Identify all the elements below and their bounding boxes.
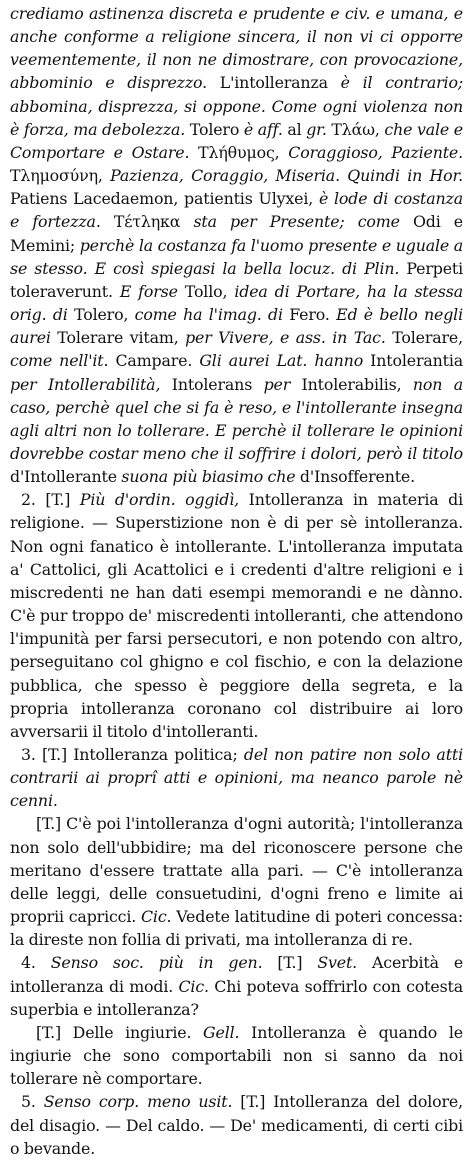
italic-text: gr. [306, 119, 327, 139]
sub-definition [10, 812, 463, 951]
italic-text: Gli aurei Lat. hanno [199, 351, 364, 371]
italic-text: Cic. [178, 976, 209, 996]
italic-text: Svet. [317, 953, 358, 973]
numbered-definition [10, 1090, 463, 1159]
italic-text: non a caso, perchè quel che si fa è reso, e l'intollerante insegna agli altri non lo tollerare. E perchè il tollerare le opinioni dovrebbe costar meno che il soffrire i dolori, però il titolo [10, 374, 463, 463]
roman-text: Intolleranza è quando le ingiurie che sono comportabili non si sanno da noi tollerare nè comportare. [10, 1022, 463, 1089]
numbered-definition [10, 488, 463, 743]
numbered-definition [10, 743, 463, 812]
italic-text: crediamo astinenza discreta e prudente e civ. e umana, e anche conforme a religione sincera, il non vi ci opporre veementemente, il non ne dimostrare, con provocazione, abbominio e disprezzo. [10, 4, 463, 93]
roman-text: Intolleranza in materia di religione. — Superstizione non è di per sè intolleranza. Non ogni fanatico è intollerante. L'intolleranza imputata a' Cattolici, gli Acattolici e i credenti d'altre religioni e i miscredenti ne han dati esempi memorandi e ne dànno. C'è pur troppo de' miscredenti intolleranti, che attendono l'impunità per farsi persecutori, e non potendo con altro, perseguitano col ghigno e col fischio, e con la delazione pubblica, che spesso è peggiore della segreta, e la propria intolleranza coronano col distribuire ai loro avversarii il titolo d'intolleranti. [10, 490, 463, 741]
roman-text: Chi poteva soffrirlo con cotesta superbia e intolleranza? [10, 976, 463, 1019]
italic-text: idea di Portare, ha la stessa orig. di [10, 281, 463, 325]
italic-text: per [263, 374, 291, 394]
italic-text: Pazienza, Coraggio, Miseria. Quindi in Hor. [110, 166, 463, 186]
numbered-definition [10, 951, 463, 1020]
roman-text: d'Intollerante [10, 467, 122, 487]
roman-text: d'Insofferente. [295, 467, 415, 487]
italic-text: Cic. [140, 907, 172, 927]
roman-text: al [282, 119, 307, 139]
italic-text: sta per Presente; come [193, 212, 400, 232]
roman-text: 3. [T.] Intolleranza politica; [21, 745, 244, 764]
roman-text: Perpeti toleraverunt. [10, 258, 464, 301]
roman-text: 5. [21, 1092, 44, 1112]
roman-text: Intolerans [160, 374, 264, 394]
roman-text: [T.] Intolleranza del dolore, del disagio. — Del caldo. — De' medicamenti, di certi cibi o bevande. [10, 1092, 463, 1158]
roman-text: 2. [T.] [21, 490, 80, 510]
italic-text: è aff. [243, 119, 283, 139]
italic-text: per Intollerabilità, [10, 374, 161, 394]
roman-text: Tolero, [67, 305, 135, 325]
roman-text: Τλάω, [326, 119, 385, 139]
roman-text: [T.] C'è poi l'intolleranza d'ogni autorità; l'intolleranza non solo dell'ubbidire; ma del riconoscere persone che meritano d'essere trattate alla pari. — C'è intolleranza delle leggi, delle consuetudini, d'ogni freno e limite ai proprii capricci. [10, 814, 463, 927]
roman-text: L'intolleranza [206, 73, 341, 93]
roman-text: 4. [21, 953, 51, 973]
italic-text: è lode di costanza e fortezza. [10, 189, 463, 232]
roman-text: Vedete latitudine di poteri concessa: la direste non follia di privati, ma intolleranza di re. [10, 907, 463, 950]
italic-text: come ha l'imag. di [134, 305, 283, 325]
roman-text: Acerbità e intolleranza di modi. [10, 953, 464, 996]
roman-text: Tollo, [177, 281, 235, 301]
italic-text: Senso soc. più in gen. [50, 953, 263, 973]
italic-text: come nell'it. [10, 351, 109, 371]
italic-text: Ed è bello negli aurei [10, 305, 463, 348]
italic-text: Più d'ordin. oggidì, [79, 490, 240, 510]
roman-text: Intolerabilis, [290, 374, 413, 394]
italic-text: E forse [119, 281, 178, 301]
italic-text: perchè la costanza fa l'uomo presente e uguale a se stesso. E così spiegasi la bella locuz. di Plin. [10, 235, 463, 278]
roman-text: Τλημοσύνη, [10, 166, 111, 186]
roman-text: Campare. [108, 351, 200, 371]
roman-text: Odi e Memini; [10, 212, 464, 255]
roman-text: Fero. [282, 305, 337, 325]
roman-text: [T.] Delle ingiurie. [36, 1022, 204, 1042]
italic-text: che vale e Comportare e Ostare. [10, 119, 463, 162]
italic-text: per Vivere, e ass. in Tac. [185, 328, 386, 348]
italic-text: suona più biasimo che [121, 467, 296, 487]
roman-text: [T.] [262, 953, 318, 973]
italic-text: Gell. [203, 1022, 240, 1042]
italic-text: Coraggioso, Paziente. [288, 142, 463, 162]
continued-paragraph [10, 2, 463, 488]
roman-text: Τλήθυμος, [189, 142, 289, 162]
roman-text: Tolero [185, 119, 244, 139]
roman-text: Tolerare vitam, [50, 328, 186, 348]
roman-text: Patiens Lacedaemon, patientis Ulyxei, [10, 189, 319, 209]
italic-text: del non patire non solo atti contrarii ai proprî atti e opinioni, ma neanco parole nè cenni. [10, 745, 463, 811]
roman-text: Τέτληκα [100, 212, 194, 232]
italic-text: è il contrario; abbomina, disprezza, si oppone. Come ogni violenza non è forza, ma debolezza. [10, 73, 463, 139]
sub-definition [10, 1021, 463, 1090]
roman-text: Tolerare, [385, 328, 463, 348]
italic-text: Senso corp. meno usit. [43, 1092, 233, 1112]
roman-text: Intolerantia [363, 351, 464, 371]
